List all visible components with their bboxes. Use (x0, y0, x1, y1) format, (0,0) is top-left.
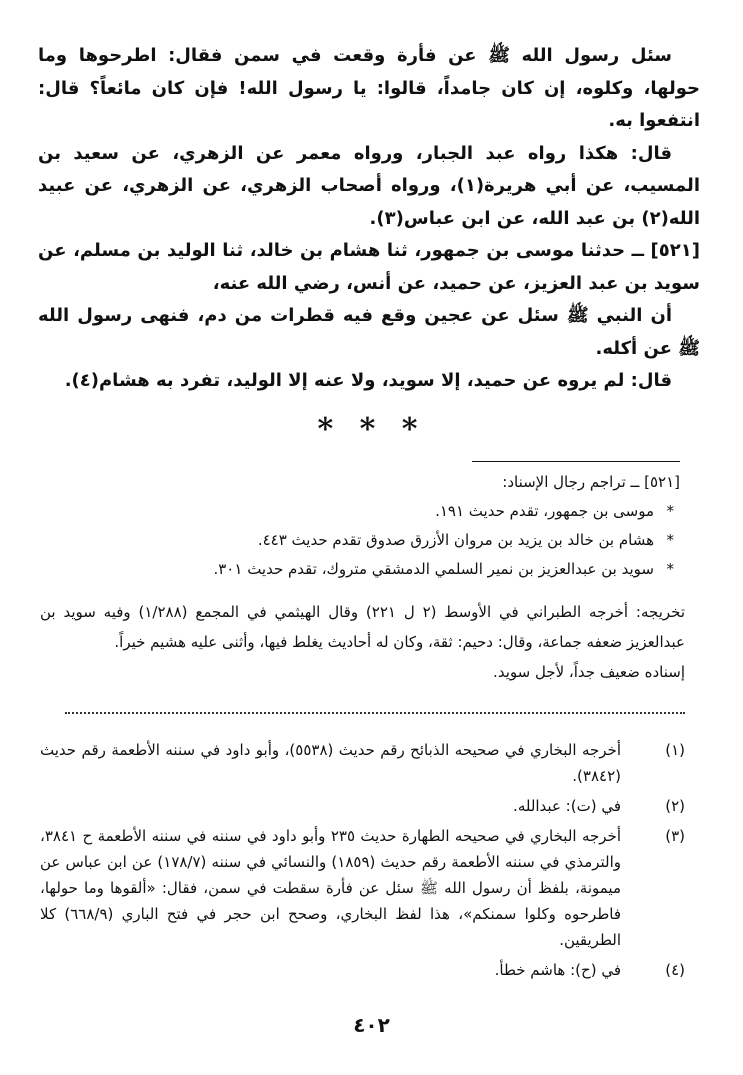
footnote-text: أخرجه البخاري في صحيحه الطهارة حديث ٢٣٥ وأبو داود في سننه في سننه الأطعمة ح ٣٨٤١، والترمذي في سننه الأطعمة رقم حديث (١٨٥٩) والنسائي في سننه (١٧٨/٧) عن ابن عباس عن ميمونة، بلفظ أن رسول الله ﷺ سئل عن فأرة سقطت في سمن، فقال: «ألقوها وما حولها، فاطرحوه وكلوا سمنكم»، هذا لفظ البخاري، وصحح ابن حجر في فتح الباري (٦٦٨/٩) كلا الطريقين. (40, 827, 622, 949)
dotted-divider (65, 712, 685, 714)
footnote (40, 823, 685, 953)
paragraph-hadith-mouse: سئل رسول الله ﷺ عن فأرة وقعت في سمن فقال: اطرحوها وما حولها، وكلوه، إن كان جامداً، قالوا: يا رسول الله! فإن كان مائعاً؟ قال: انتفعوا به. (38, 45, 700, 131)
footnote-text: في (ح): هاشم خطأ. (494, 961, 621, 979)
footnote-number: (٢) (665, 797, 685, 815)
main-text (38, 40, 700, 398)
footnote (40, 737, 685, 789)
footnote-number: (٣) (665, 827, 685, 845)
takhrij-conclusion: إسناده ضعيف جداً، لأجل سويد. (493, 663, 685, 681)
footnote-number: (٤) (665, 961, 685, 979)
footnote-text: أخرجه البخاري في صحيحه الذبائح رقم حديث (٥٥٣٨)، وأبو داود في سننه الأطعمة رقم حديث (٣٨٤٢). (40, 741, 621, 785)
narrator-item (150, 555, 680, 584)
footnote-text: في (ت): عبدالله. (513, 797, 621, 815)
page-number: ٤٠٢ (353, 1013, 390, 1037)
bullet-star: * (666, 502, 674, 520)
footnote (40, 957, 685, 983)
narrator-item (150, 526, 680, 555)
paragraph-hadith-521-remark: قال: لم يروه عن حميد، إلا سويد، ولا عنه إلا الوليد، تفرد به هشام(٤). (64, 370, 672, 391)
takhrij-text: تخريجه: أخرجه الطبراني في الأوسط (٢ ل ٢٢١) وقال الهيثمي في المجمع (١/٢٨٨) وفيه سويد بن عبدالعزيز ضعفه جماعة، وقال: دحيم: ثقة، وكان له أحاديث يغلط فيها، وأثنى عليه هشيم خيراً. (40, 603, 686, 651)
paragraph-hadith-521-matn: أن النبي ﷺ سئل عن عجين وقع فيه قطرات من دم، فنهى رسول الله ﷺ عن أكله. (38, 305, 700, 359)
paragraph-chain-commentary: قال: هكذا رواه عبد الجبار، ورواه معمر عن الزهري، عن سعيد بن المسيب، عن أبي هريرة(١)، ورواه أصحاب الزهري، عن الزهري، عن عبيد الله(٢) بن عبد الله، عن ابن عباس(٣). (38, 142, 700, 229)
footnotes (40, 737, 685, 987)
narrators-biographies (150, 468, 680, 584)
footnote (40, 793, 685, 819)
narrator-item (150, 497, 680, 526)
narrator-text: سويد بن عبدالعزيز بن نمير السلمي الدمشقي متروك، تقدم حديث ٣٠١. (213, 560, 654, 578)
paragraph-hadith-521-isnad: [٥٢١] ــ حدثنا موسى بن جمهور، ثنا هشام بن خالد، ثنا الوليد بن مسلم، عن سويد بن عبد العزيز، عن حميد، عن أنس، رضي الله عنه، (38, 240, 700, 294)
bullet-star: * (666, 531, 674, 549)
footnote-rule (472, 461, 680, 462)
takhrij-section (40, 597, 685, 687)
section-separator: * * * (317, 412, 426, 447)
narrator-text: هشام بن خالد بن يزيد بن مروان الأزرق صدوق تقدم حديث ٤٤٣. (257, 531, 654, 549)
narrators-heading: [٥٢١] ــ تراجم رجال الإسناد: (502, 473, 680, 491)
bullet-star: * (666, 560, 674, 578)
narrator-text: موسى بن جمهور، تقدم حديث ١٩١. (435, 502, 654, 520)
footnote-number: (١) (665, 741, 685, 759)
